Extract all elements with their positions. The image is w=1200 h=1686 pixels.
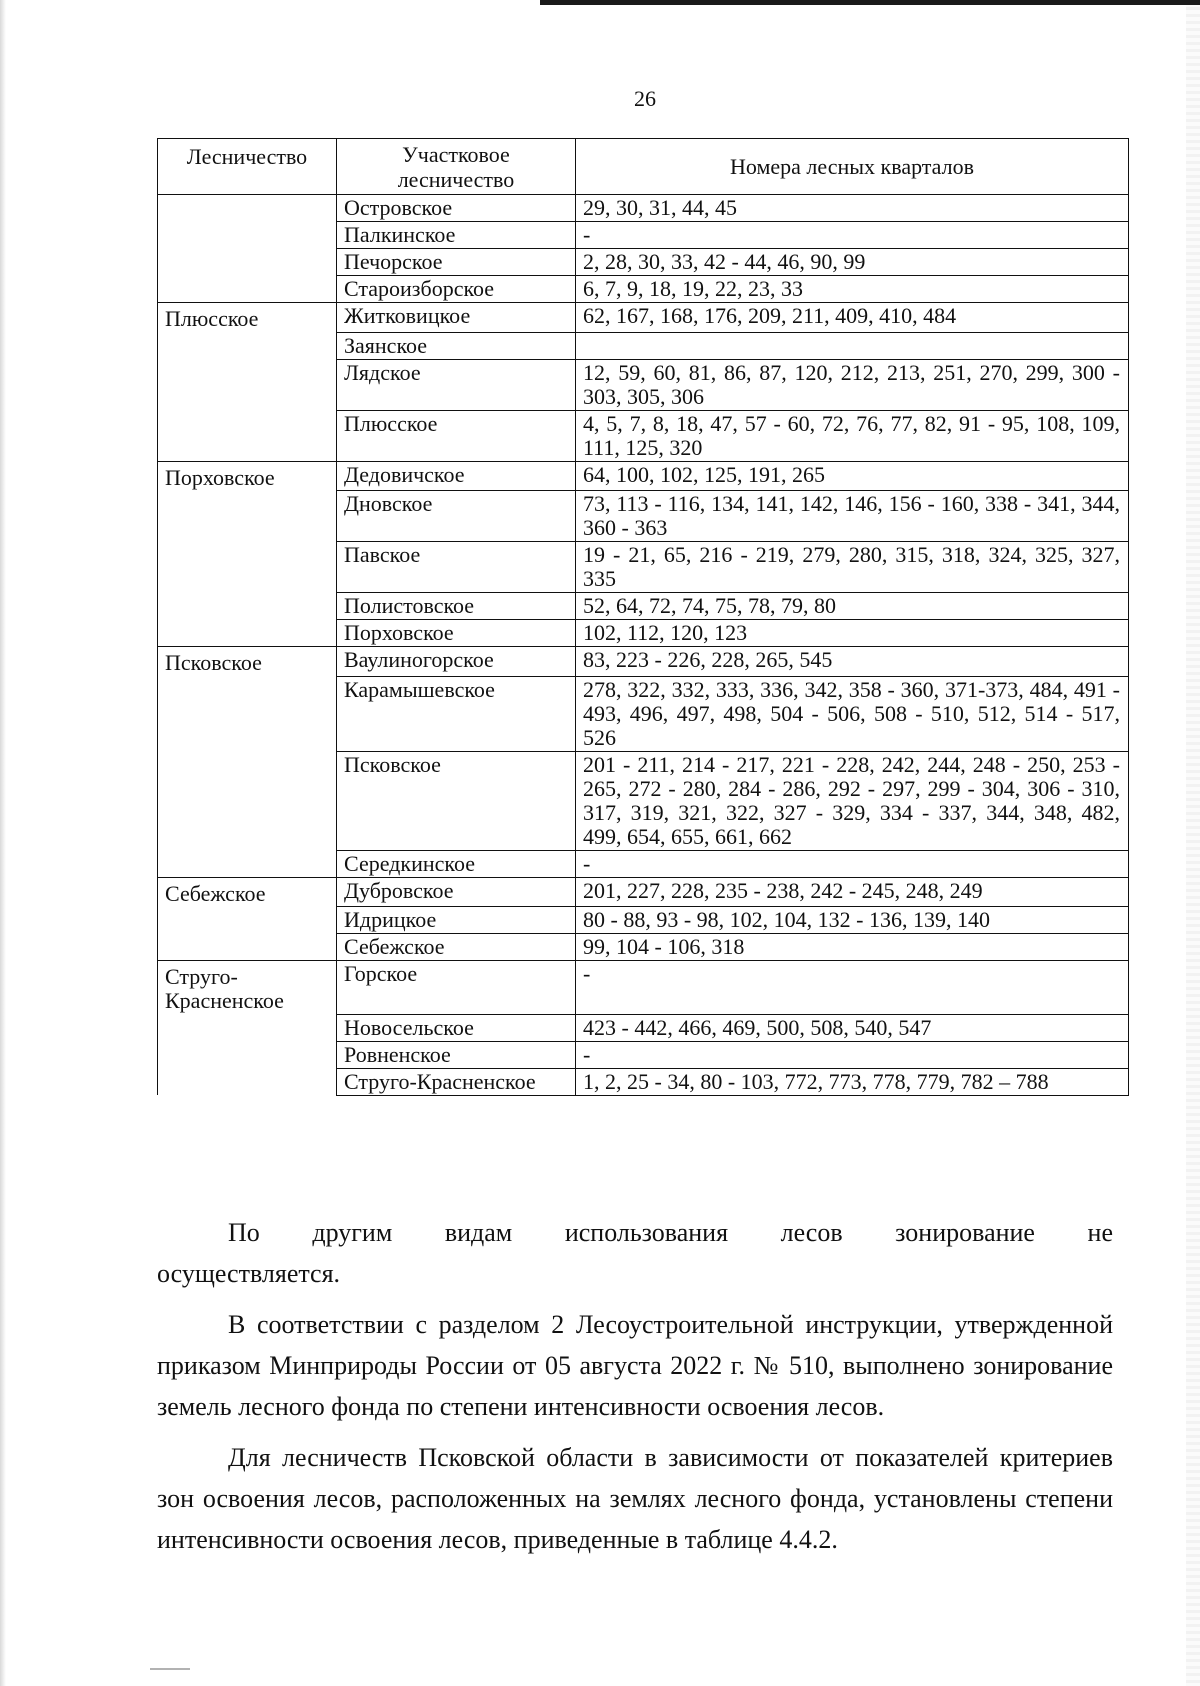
text-block (157, 1212, 1113, 1560)
cell-district: Порховское (337, 620, 576, 647)
cell-quarter-numbers: 52, 64, 72, 74, 75, 78, 79, 80 (576, 593, 1129, 620)
cell-quarter-numbers: 80 - 88, 93 - 98, 102, 104, 132 - 136, 139, 140 (576, 907, 1129, 934)
cell-quarter-numbers: 73, 113 - 116, 134, 141, 142, 146, 156 - 160, 338 - 341, 344, 360 - 363 (576, 491, 1129, 542)
paragraph-1: По другим видам использования лесов зонирование не осуществляется. (157, 1218, 1113, 1288)
cell-district: Карамышевское (337, 676, 576, 751)
cell-quarter-numbers: 29, 30, 31, 44, 45 (576, 195, 1129, 222)
cell-district: Горское (337, 961, 576, 1015)
cell-district: Идрицкое (337, 907, 576, 934)
cell-quarter-numbers: 64, 100, 102, 125, 191, 265 (576, 461, 1129, 491)
cell-district: Ваулиногорское (337, 647, 576, 677)
cell-district: Павское (337, 542, 576, 593)
cell-quarter-numbers: - (576, 1041, 1129, 1068)
cell-quarter-numbers: 201 - 211, 214 - 217, 221 - 228, 242, 244, 248 - 250, 253 - 265, 272 - 280, 284 - 286, 292 - 297, 299 - 304, 306 - 310, 317, 319, 321, 322, 327 - 329, 334 - 337, 344, 348, 482, 499, 654, 655, 661, 662 (576, 751, 1129, 850)
cell-district: Дедовичское (337, 461, 576, 491)
paragraph-3: Для лесничеств Псковской области в зависимости от показателей критериев зон освоения лесов, расположенных на землях лесного фонда, установлены степени интенсивности освоения лесов, приведенные в таблице 4.4.2. (157, 1443, 1113, 1554)
cell-quarter-numbers: 4, 5, 7, 8, 18, 47, 57 - 60, 72, 76, 77, 82, 91 - 95, 108, 109, 111, 125, 320 (576, 410, 1129, 461)
cell-forestry (158, 676, 337, 751)
cell-quarter-numbers (576, 332, 1129, 359)
table-row (158, 410, 1129, 461)
cell-quarter-numbers: 1, 2, 25 - 34, 80 - 103, 772, 773, 778, 779, 782 – 788 (576, 1068, 1129, 1095)
cell-forestry (158, 1068, 337, 1095)
cell-district: Житковицкое (337, 303, 576, 333)
cell-forestry (158, 620, 337, 647)
table-row (158, 276, 1129, 303)
cell-quarter-numbers: 278, 322, 332, 333, 336, 342, 358 - 360, 371-373, 484, 491 - 493, 496, 497, 498, 504 - 506, 508 - 510, 512, 514 - 517, 526 (576, 676, 1129, 751)
cell-quarter-numbers: 201, 227, 228, 235 - 238, 242 - 245, 248, 249 (576, 877, 1129, 907)
table-row (158, 491, 1129, 542)
page-number: 26 (634, 86, 656, 111)
table-row (158, 751, 1129, 850)
cell-forestry: Плюсское (158, 303, 337, 333)
cell-forestry: Псковское (158, 647, 337, 677)
table-row (158, 1068, 1129, 1095)
table-body (158, 195, 1129, 1096)
cell-forestry (158, 1041, 337, 1068)
cell-district: Староизборское (337, 276, 576, 303)
table-row (158, 359, 1129, 410)
cell-district: Ровненское (337, 1041, 576, 1068)
cell-forestry (158, 410, 337, 461)
cell-district: Себежское (337, 934, 576, 961)
cell-district: Середкинское (337, 850, 576, 877)
cell-district: Полистовское (337, 593, 576, 620)
cell-forestry (158, 751, 337, 850)
cell-district: Дновское (337, 491, 576, 542)
cell-quarter-numbers: - (576, 961, 1129, 1015)
cell-forestry: Порховское (158, 461, 337, 491)
scan-mark (150, 1668, 190, 1678)
cell-quarter-numbers: - (576, 850, 1129, 877)
cell-quarter-numbers: 62, 167, 168, 176, 209, 211, 409, 410, 484 (576, 303, 1129, 333)
scan-top-bar (540, 0, 1200, 5)
cell-district: Плюсское (337, 410, 576, 461)
header-district: Участковое лесничество (337, 139, 576, 195)
table-row (158, 934, 1129, 961)
cell-district: Островское (337, 195, 576, 222)
scan-edge-left (0, 0, 6, 1686)
table-row (158, 907, 1129, 934)
cell-forestry (158, 934, 337, 961)
cell-forestry: Струго-Красненское (158, 961, 337, 1015)
table-row (158, 620, 1129, 647)
cell-quarter-numbers: - (576, 222, 1129, 249)
cell-district: Лядское (337, 359, 576, 410)
cell-quarter-numbers: 12, 59, 60, 81, 86, 87, 120, 212, 213, 251, 270, 299, 300 - 303, 305, 306 (576, 359, 1129, 410)
table-row (158, 222, 1129, 249)
table-row (158, 593, 1129, 620)
header-quarter-numbers: Номера лесных кварталов (576, 139, 1129, 195)
table-row (158, 332, 1129, 359)
cell-quarter-numbers: 99, 104 - 106, 318 (576, 934, 1129, 961)
cell-district: Палкинское (337, 222, 576, 249)
cell-district: Заянское (337, 332, 576, 359)
cell-forestry (158, 276, 337, 303)
cell-forestry (158, 332, 337, 359)
table-row (158, 461, 1129, 491)
cell-forestry (158, 195, 337, 222)
cell-quarter-numbers: 6, 7, 9, 18, 19, 22, 23, 33 (576, 276, 1129, 303)
table-row (158, 195, 1129, 222)
cell-district: Печорское (337, 249, 576, 276)
cell-quarter-numbers: 83, 223 - 226, 228, 265, 545 (576, 647, 1129, 677)
cell-district: Дубровское (337, 877, 576, 907)
table-row (158, 1041, 1129, 1068)
scan-edge-right (1186, 0, 1200, 1686)
cell-forestry (158, 593, 337, 620)
cell-forestry (158, 222, 337, 249)
header-forestry: Лесничество (158, 139, 337, 195)
table-row (158, 676, 1129, 751)
cell-quarter-numbers: 423 - 442, 466, 469, 500, 508, 540, 547 (576, 1014, 1129, 1041)
table-row (158, 877, 1129, 907)
cell-district: Новосельское (337, 1014, 576, 1041)
cell-quarter-numbers: 102, 112, 120, 123 (576, 620, 1129, 647)
cell-forestry (158, 542, 337, 593)
table-row (158, 303, 1129, 333)
table-row (158, 1014, 1129, 1041)
forest-quarters-table (157, 138, 1129, 1096)
cell-forestry: Себежское (158, 877, 337, 907)
cell-district: Струго-Красненское (337, 1068, 576, 1095)
cell-quarter-numbers: 2, 28, 30, 33, 42 - 44, 46, 90, 99 (576, 249, 1129, 276)
paragraph-2: В соответствии с разделом 2 Лесоустроительной инструкции, утвержденной приказом Минприроды России от 05 августа 2022 г. № 510, выполнено зонирование земель лесного фонда по степени интенсивности освоения лесов. (157, 1310, 1113, 1421)
table-row (158, 249, 1129, 276)
table-row (158, 850, 1129, 877)
cell-forestry (158, 850, 337, 877)
table-row (158, 542, 1129, 593)
cell-forestry (158, 249, 337, 276)
cell-quarter-numbers: 19 - 21, 65, 216 - 219, 279, 280, 315, 318, 324, 325, 327, 335 (576, 542, 1129, 593)
cell-forestry (158, 359, 337, 410)
cell-district: Псковское (337, 751, 576, 850)
table-row (158, 961, 1129, 1015)
table-row (158, 647, 1129, 677)
cell-forestry (158, 1014, 337, 1041)
cell-forestry (158, 491, 337, 542)
cell-forestry (158, 907, 337, 934)
table-header-row (158, 139, 1129, 195)
